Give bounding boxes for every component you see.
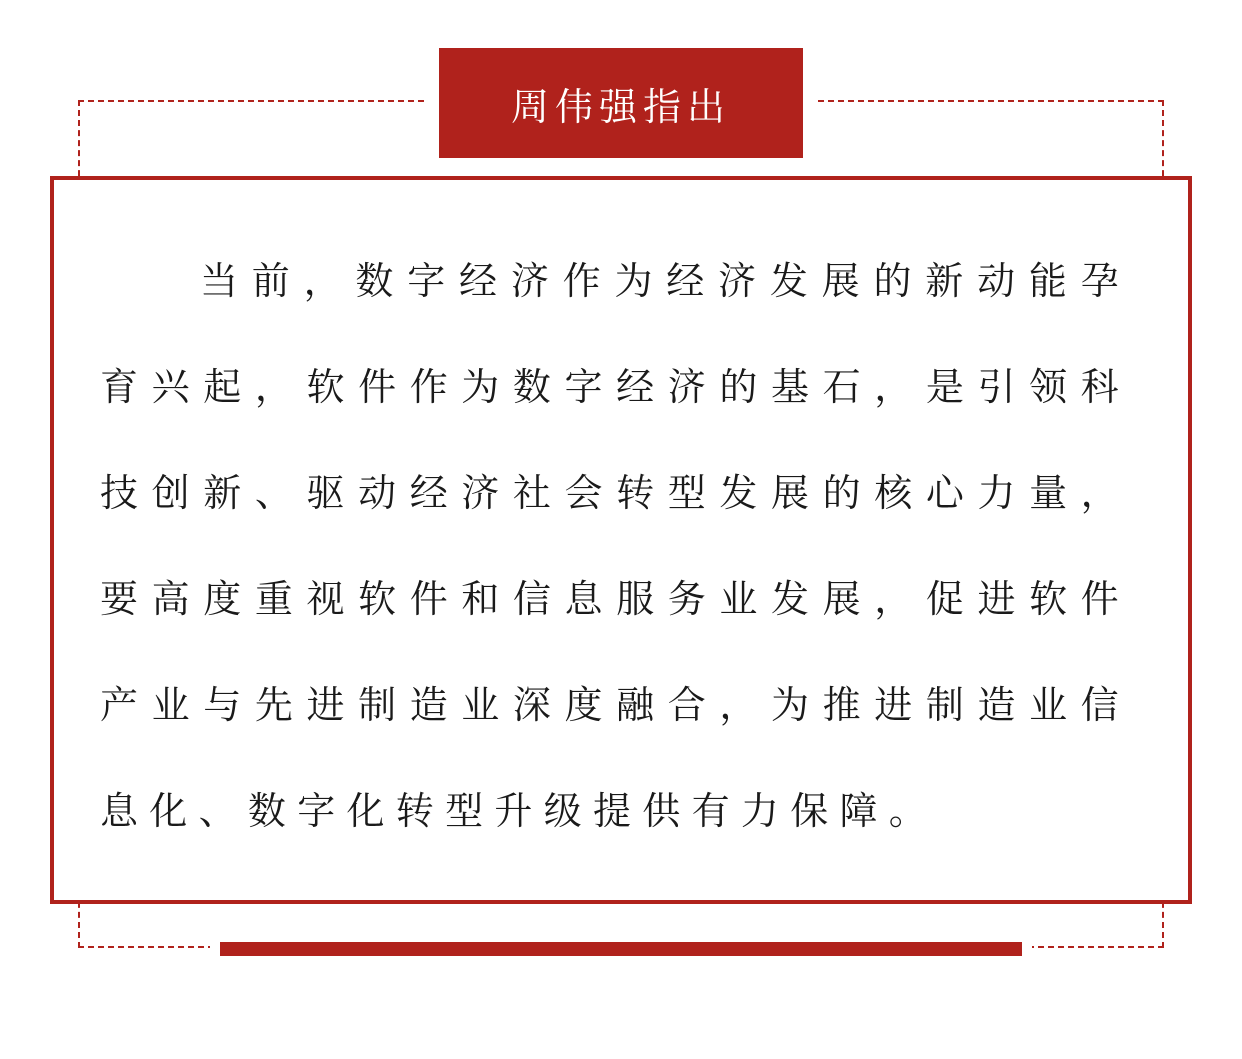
body-paragraph: 当前，数字经济作为经济发展的新动能孕育兴起，软件作为数字经济的基石，是引领科技创新、驱动经济社会转型发展的核心力量，要高度重视软件和信息服务业发展，促进软件产业与先进制造业深度融合，为推进制造业信息化、数字化转型升级提供有力保障。: [100, 259, 1130, 833]
title-tag: [439, 48, 803, 158]
title-text: 周伟强指出: [510, 84, 731, 129]
bottom-accent-bar: [220, 942, 1022, 956]
